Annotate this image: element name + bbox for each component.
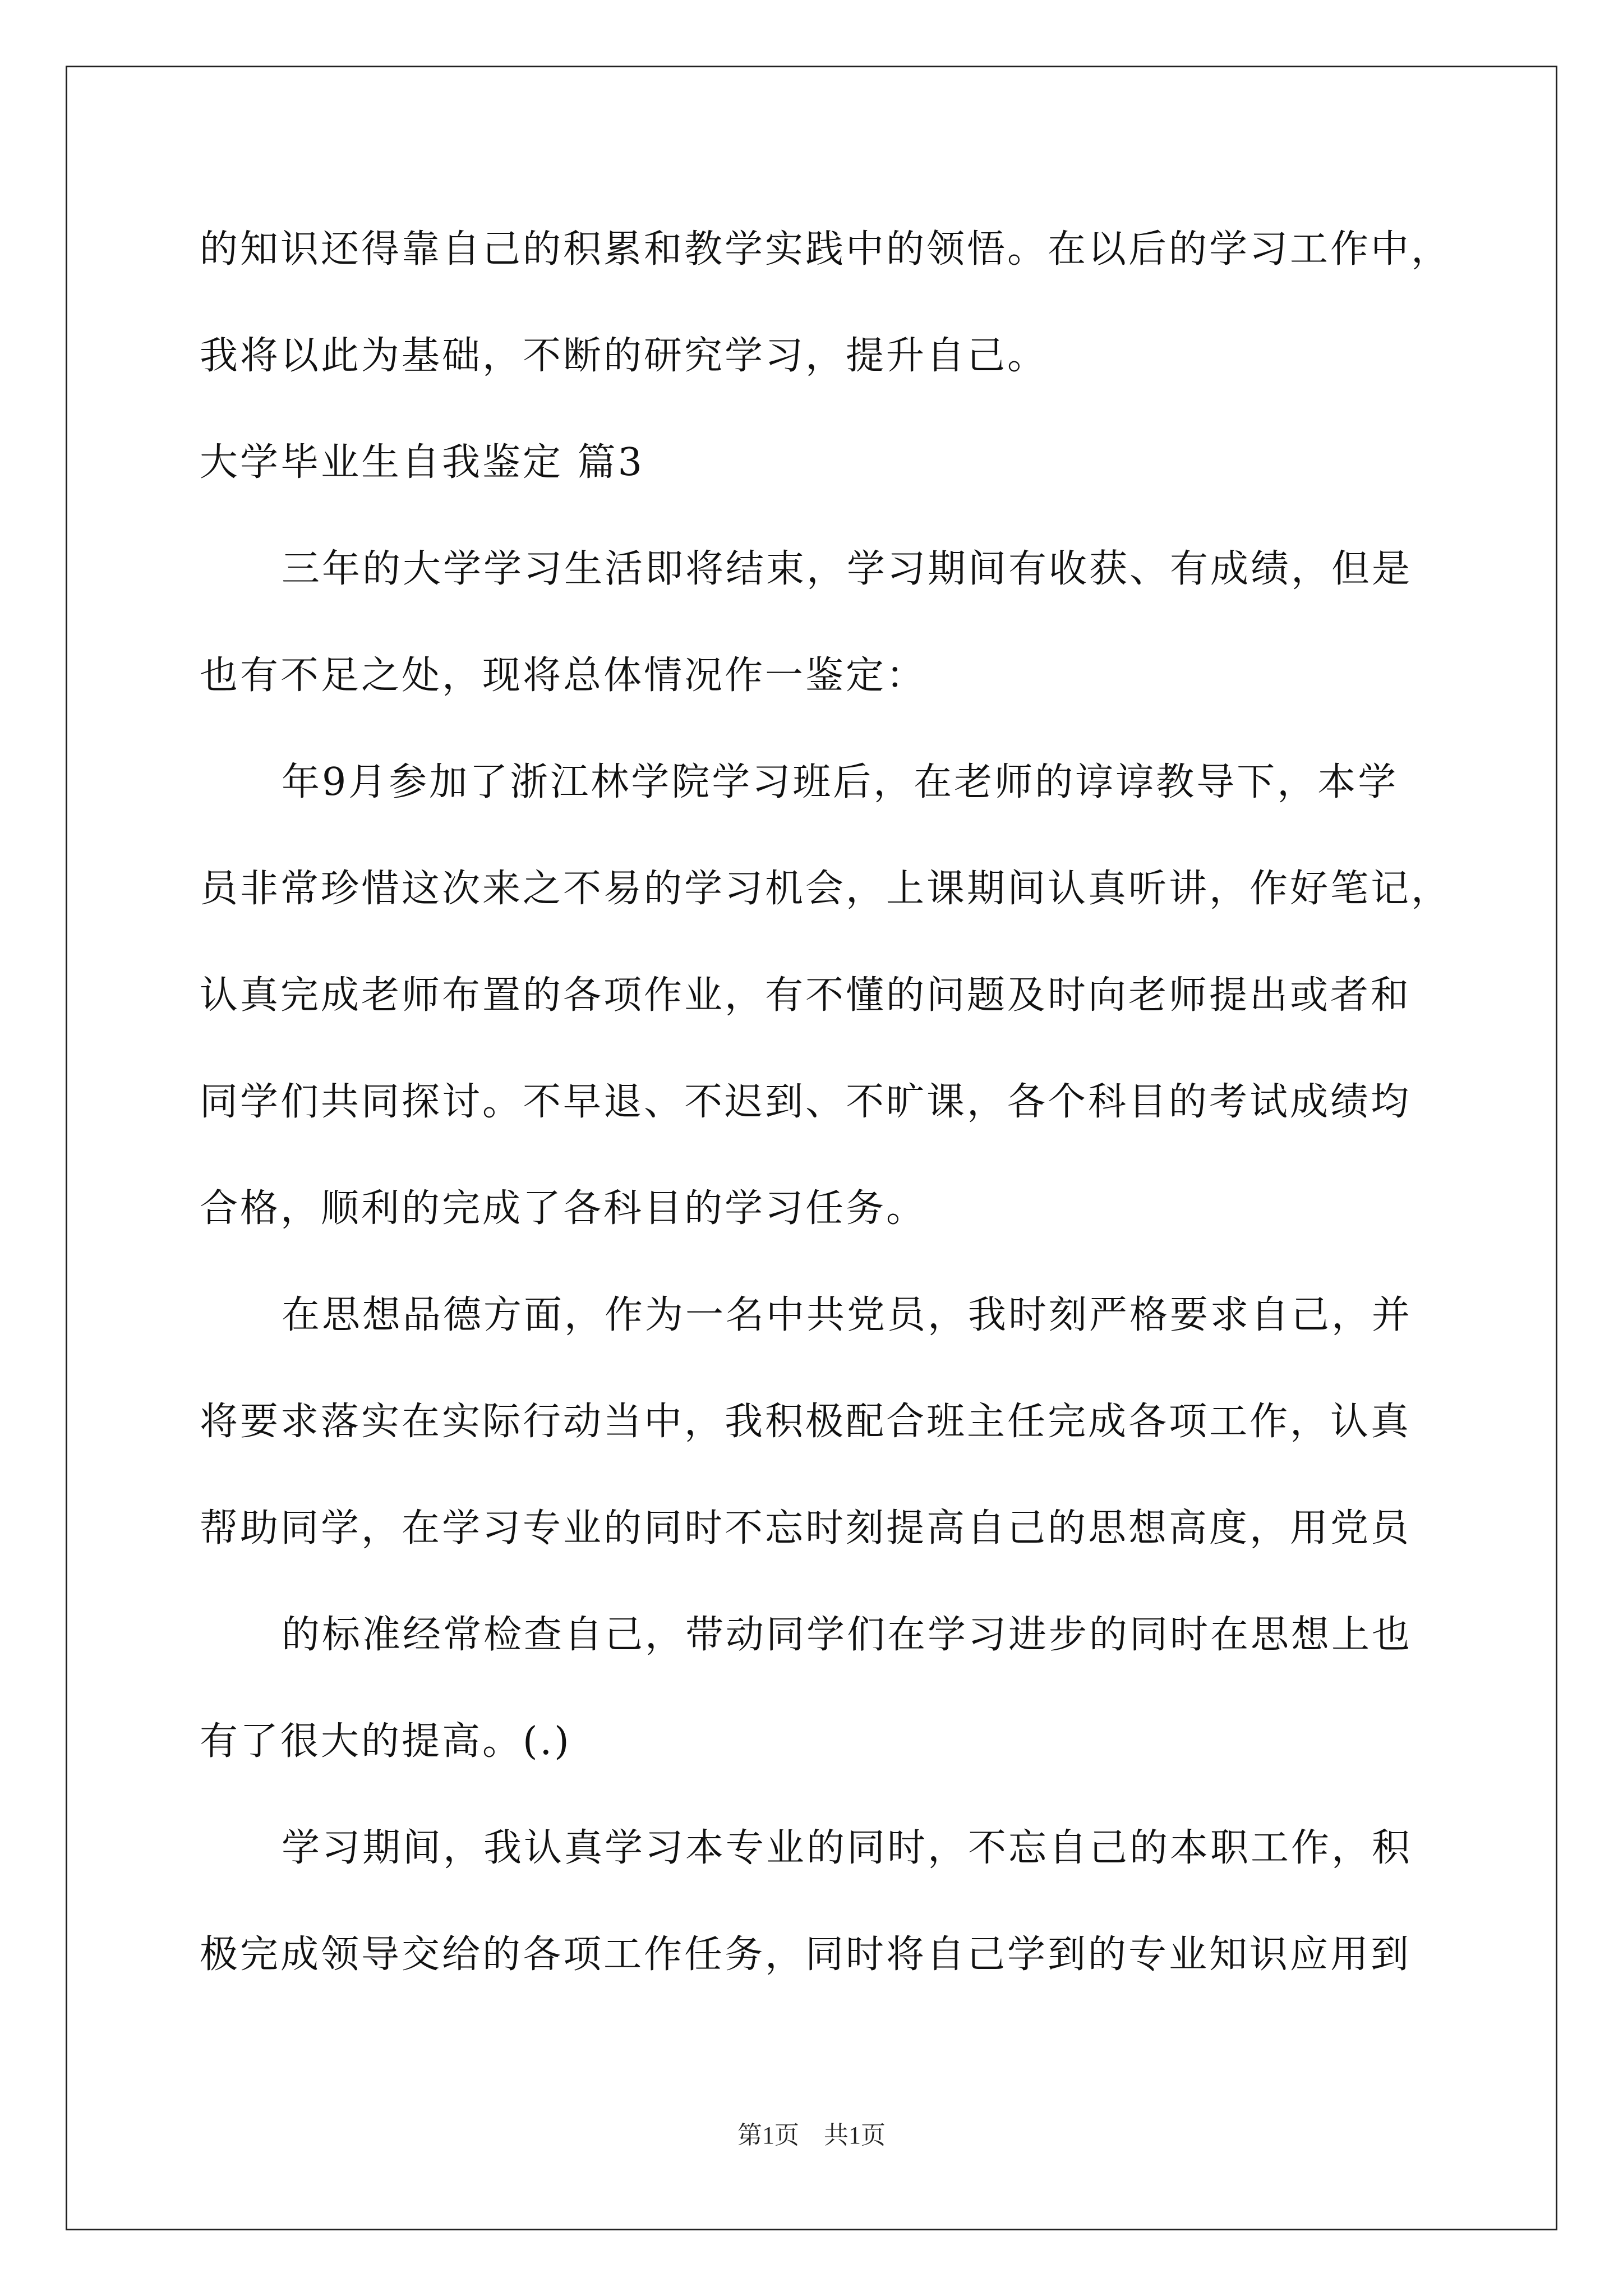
body-line-8: 同学们共同探讨。不早退、不迟到、不旷课，各个科目的考试成绩均	[200, 1080, 1412, 1124]
body-line-13: 的标准经常检查自己，带动同学们在学习进步的同时在思想上也	[282, 1613, 1413, 1657]
section-heading: 大学毕业生自我鉴定 篇3	[200, 440, 644, 485]
page-border	[66, 66, 1557, 2230]
body-line-7: 认真完成老师布置的各项作业，有不懂的问题及时向老师提出或者和	[200, 973, 1412, 1018]
body-line-9: 合格，顺利的完成了各科目的学习任务。	[200, 1186, 927, 1231]
body-line-5: 年9月参加了浙江林学院学习班后，在老师的谆谆教导下，本学	[282, 760, 1399, 804]
body-line-16: 极完成领导交给的各项工作任务，同时将自己学到的专业知识应用到	[200, 1932, 1412, 1977]
body-line-3: 三年的大学学习生活即将结束，学习期间有收获、有成绩，但是	[282, 547, 1413, 591]
page-number-footer: 第1页 共1页	[737, 2122, 886, 2149]
body-line-12: 帮助同学，在学习专业的同时不忘时刻提高自己的思想高度，用党员	[200, 1506, 1412, 1550]
body-line-11: 将要求落实在实际行动当中，我积极配合班主任完成各项工作，认真	[200, 1400, 1412, 1444]
body-line-15: 学习期间，我认真学习本专业的同时，不忘自己的本职工作，积	[282, 1826, 1413, 1870]
body-line-6: 员非常珍惜这次来之不易的学习机会，上课期间认真听讲，作好笔记，	[200, 867, 1452, 911]
body-line-1: 的知识还得靠自己的积累和教学实践中的领悟。在以后的学习工作中，	[200, 227, 1452, 272]
body-line-10: 在思想品德方面，作为一名中共党员，我时刻严格要求自己，并	[282, 1293, 1413, 1337]
body-line-4: 也有不足之处，现将总体情况作一鉴定：	[200, 654, 927, 698]
body-line-14: 有了很大的提高。(.)	[200, 1719, 571, 1764]
body-line-2: 我将以此为基础，不断的研究学习，提升自己。	[200, 334, 1048, 378]
